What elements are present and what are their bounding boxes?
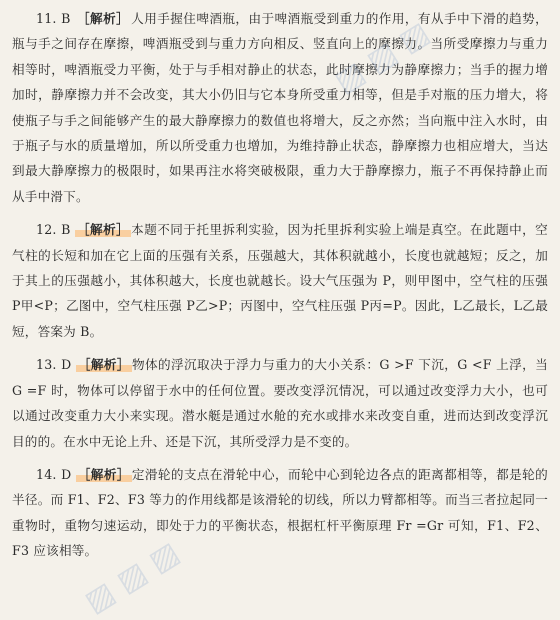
answer-paragraph-14 [12,462,548,564]
analysis-tag: ［解析］ [77,357,130,373]
analysis-tag: ［解析］ [77,222,130,238]
question-number: 14. [36,466,57,482]
analysis-tag: ［解析］ [77,466,130,482]
question-number: 13. [36,357,57,373]
analysis-tag: ［解析］ [77,11,130,26]
answer-paragraph-11 [12,6,548,209]
analysis-text: 物体的浮沉取决于浮力与重力的大小关系：G >F 下沉，G <F 上浮，当 G =F 时，物体可以停留于水中的任何位置。要改变浮沉情况，可以通过改变浮力大小，也可以通过改变重力大小来实现。潜水艇是通过水舱的充水或排水来改变自重，进而达到改变浮沉目的的。在水中无论上升、还是下沉，其所受浮力是不变的。 [12,357,548,449]
analysis-text: 定滑轮的支点在滑轮中心，而轮中心到轮边各点的距离都相等，都是轮的半径。而 F1、F2、F3 等力的作用线都是该滑轮的切线，所以力臂都相等。而当三者拉起同一重物时，重物匀速运动，即处于力的平衡状态，根据杠杆平衡原理 Fr =Gr 可知，F1、F2、F3 应该相等。 [12,466,548,559]
watermark: ▨ ▨ ▨ [78,535,186,620]
analysis-text: 本题不同于托里拆利实验，因为托里拆利实验上端是真空。在此题中，空气柱的长短和加在它上面的压强有关系，压强越大，其体积就越小，长度也就越短；反之，加于其上的压强越小，其体积越大，长度也就越长。设大气压强为 P，则甲图中，空气柱的压强 P甲<P；乙图中，空气柱压强 P乙>P；丙图中，空气柱压强 P丙=P。因此，L乙最长，L乙最短，答案为 B。 [12,222,548,339]
answer-choice: B [61,222,71,238]
question-number: 12. [36,222,57,238]
answer-paragraph-13 [12,352,548,454]
answer-paragraph-12 [12,217,548,344]
answer-choice: B [61,11,71,26]
answer-choice: D [61,466,72,482]
watermark: ▨ ▨ ▨ [328,15,436,100]
answer-choice: D [61,357,72,373]
question-number: 11. [36,11,57,26]
analysis-text: 人用手握住啤酒瓶，由于啤酒瓶受到重力的作用，有从手中下滑的趋势，瓶与手之间存在摩擦，啤酒瓶受到与重力方向相反、竖直向上的摩擦力。当所受摩擦力与重力相等时，啤酒瓶受力平衡，处于与手相对静止的状态，此时摩擦力为静摩擦力；当手的握力增加时，静摩擦力并不会改变，其大小仍旧与它本身所受重力相等，但是手对瓶的压力增大，将使瓶子与手之间能够产生的最大静摩擦力的数值也将增大，反之亦然；当向瓶中注入水时，由于瓶子与水的质量增加，所以所受重力也增加，为维持静止状态，静摩擦力也相应增大，当达到最大静摩擦力的极限时，如果再注水将突破极限，重力大于静摩擦力，瓶子不再保持静止而从手中滑下。 [12,11,548,204]
